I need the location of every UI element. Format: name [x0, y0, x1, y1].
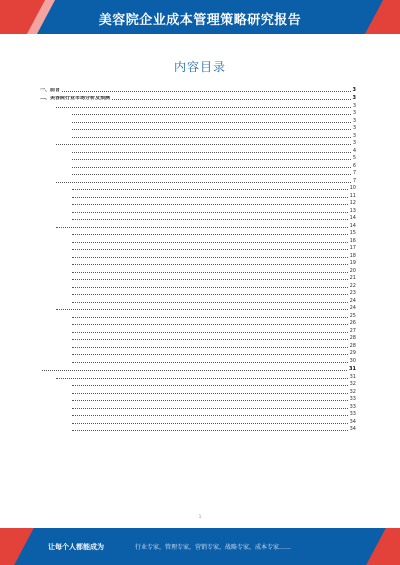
- toc-leader-dots: [72, 212, 348, 213]
- toc-entry-page: 3: [352, 110, 356, 117]
- toc-entry-page: 34: [349, 418, 356, 425]
- toc-leader-dots: [72, 257, 348, 258]
- toc-entry-page: 11: [349, 192, 356, 199]
- toc-entry[interactable]: [40, 131, 356, 139]
- toc-leader-dots: [72, 249, 348, 250]
- toc-leader-dots: [72, 264, 348, 265]
- toc-entry-page: 4: [352, 147, 356, 154]
- toc-entry[interactable]: [40, 161, 356, 169]
- toc-leader-dots: [72, 287, 348, 288]
- toc-entry[interactable]: [40, 139, 356, 147]
- toc-entry-page: 3: [352, 132, 356, 139]
- toc-entry[interactable]: [40, 154, 356, 162]
- toc-leader-dots: [56, 227, 348, 228]
- toc-entry[interactable]: [40, 372, 356, 380]
- toc-leader-dots: [72, 114, 351, 115]
- toc-entry[interactable]: [40, 94, 356, 102]
- toc-leader-dots: [72, 362, 348, 363]
- toc-entry[interactable]: [40, 311, 356, 319]
- toc-entry-page: 3: [352, 86, 356, 93]
- toc-entry-page: 18: [349, 252, 356, 259]
- page-number: 1: [198, 514, 202, 519]
- toc-leader-dots: [72, 415, 348, 416]
- toc-entry-page: 3: [352, 102, 356, 109]
- toc-entry[interactable]: [40, 101, 356, 109]
- toc-entry[interactable]: [40, 199, 356, 207]
- toc-entry[interactable]: [40, 356, 356, 364]
- toc-leader-dots: [72, 317, 348, 318]
- toc-entry[interactable]: [40, 349, 356, 357]
- toc-entry-page: 3: [352, 125, 356, 132]
- toc-entry[interactable]: [40, 266, 356, 274]
- toc-entry-page: 24: [349, 297, 356, 304]
- footer-tagline: 行业专家，管理专家，营销专家，战略专家，成本专家……: [135, 544, 292, 551]
- toc-entry[interactable]: [40, 334, 356, 342]
- toc-leader-dots: [56, 182, 351, 183]
- toc-entry[interactable]: [40, 206, 356, 214]
- toc-entry[interactable]: [40, 109, 356, 117]
- toc-entry[interactable]: [40, 341, 356, 349]
- toc-entry-page: 27: [349, 327, 356, 334]
- toc-leader-dots: [72, 385, 348, 386]
- toc-leader-dots: [72, 393, 348, 394]
- toc-leader-dots: [72, 339, 348, 340]
- toc-leader-dots: [72, 137, 351, 138]
- footer-decoration-right: [366, 528, 400, 565]
- toc-entry[interactable]: [40, 395, 356, 403]
- toc-entry[interactable]: [40, 380, 356, 388]
- toc-leader-dots: [72, 332, 348, 333]
- toc-entry[interactable]: [40, 296, 356, 304]
- toc-leader-dots: [72, 302, 348, 303]
- toc-entry-page: 23: [349, 290, 356, 297]
- toc-entry[interactable]: [40, 251, 356, 259]
- toc-entry[interactable]: [40, 184, 356, 192]
- toc-leader-dots: [72, 204, 348, 205]
- toc-entry-page: 14: [349, 215, 356, 222]
- toc-entry-page: 7: [352, 177, 356, 184]
- toc-leader-dots: [72, 354, 348, 355]
- toc-entry-label: 一、前言: [40, 87, 61, 93]
- footer-slogan: 让每个人都能成为: [48, 543, 104, 551]
- toc-leader-dots: [72, 122, 351, 123]
- toc-entry[interactable]: [40, 402, 356, 410]
- toc-entry-page: 10: [349, 185, 356, 192]
- toc-entry-page: 30: [349, 357, 356, 364]
- toc-entry-page: 25: [349, 312, 356, 319]
- report-title: 美容院企业成本管理策略研究报告: [98, 13, 302, 28]
- toc-entry[interactable]: [40, 289, 356, 297]
- toc-entry-page: 14: [349, 222, 356, 229]
- toc-leader-dots: [72, 167, 351, 168]
- toc-entry[interactable]: [40, 124, 356, 132]
- toc-leader-dots: [72, 174, 351, 175]
- toc-entry-page: 22: [349, 282, 356, 289]
- toc-entry-page: 33: [349, 403, 356, 410]
- toc-leader-dots: [72, 400, 348, 401]
- toc-entry[interactable]: [40, 319, 356, 327]
- toc-entry-page: 6: [352, 162, 356, 169]
- toc-leader-dots: [72, 347, 348, 348]
- toc-entry-page: 29: [349, 350, 356, 357]
- toc-entry[interactable]: [40, 214, 356, 222]
- toc-entry-page: 3: [352, 140, 356, 147]
- toc-entry-page: 34: [349, 426, 356, 433]
- toc-leader-dots: [72, 272, 348, 273]
- toc-entry[interactable]: [40, 387, 356, 395]
- toc-leader-dots: [72, 294, 348, 295]
- toc-entry[interactable]: [40, 191, 356, 199]
- toc-leader-dots: [72, 430, 348, 431]
- toc-leader-dots: [72, 242, 348, 243]
- toc-entry-page: 7: [352, 170, 356, 177]
- toc-entry[interactable]: [40, 146, 356, 154]
- toc-leader-dots: [56, 144, 351, 145]
- toc-entry[interactable]: [40, 425, 356, 433]
- toc-entry-page: 20: [349, 267, 356, 274]
- toc-entry-page: 17: [349, 245, 356, 252]
- toc-entry[interactable]: [40, 85, 356, 93]
- toc-leader-dots: [112, 99, 351, 100]
- toc-entry-page: 32: [349, 381, 356, 388]
- footer-banner: [0, 528, 400, 565]
- toc-entry[interactable]: [40, 304, 356, 312]
- toc-entry[interactable]: [40, 221, 356, 229]
- toc-entry-page: 33: [349, 411, 356, 418]
- toc-leader-dots: [42, 370, 347, 371]
- toc-leader-dots: [72, 279, 348, 280]
- header-banner: [0, 0, 400, 34]
- toc-leader-dots: [72, 219, 348, 220]
- toc-entry[interactable]: [40, 236, 356, 244]
- toc-entry-page: 28: [349, 342, 356, 349]
- toc-entry-page: 33: [349, 396, 356, 403]
- toc-entry-page: 12: [349, 200, 356, 207]
- toc-leader-dots: [56, 309, 348, 310]
- toc-entry[interactable]: [40, 229, 356, 237]
- toc-entry[interactable]: [40, 244, 356, 252]
- toc-entry-page: 24: [349, 305, 356, 312]
- toc-leader-dots: [72, 152, 351, 153]
- toc-entry-page: 31: [349, 366, 356, 373]
- toc-entry-label: 二、美容院行业市场分析及预测: [40, 96, 111, 102]
- toc-entry-page: 32: [349, 388, 356, 395]
- toc-entry[interactable]: [40, 365, 356, 373]
- toc-leader-dots: [62, 91, 351, 92]
- toc-leader-dots: [72, 129, 351, 130]
- toc-entry-page: 15: [349, 230, 356, 237]
- toc-entry[interactable]: [40, 169, 356, 177]
- toc-leader-dots: [72, 408, 348, 409]
- toc-entry[interactable]: [40, 326, 356, 334]
- table-of-contents: [40, 85, 356, 432]
- toc-entry[interactable]: [40, 176, 356, 184]
- footer-decoration-left: [0, 528, 34, 565]
- toc-entry[interactable]: [40, 116, 356, 124]
- toc-leader-dots: [56, 378, 348, 379]
- toc-entry-page: 26: [349, 320, 356, 327]
- toc-leader-dots: [72, 423, 348, 424]
- toc-entry-page: 13: [349, 207, 356, 214]
- toc-entry[interactable]: [40, 410, 356, 418]
- toc-entry[interactable]: [40, 274, 356, 282]
- toc-leader-dots: [72, 159, 351, 160]
- toc-entry-page: 3: [352, 95, 356, 102]
- toc-entry[interactable]: [40, 259, 356, 267]
- toc-entry-page: 16: [349, 237, 356, 244]
- toc-entry-page: 5: [352, 155, 356, 162]
- toc-leader-dots: [56, 107, 351, 108]
- toc-leader-dots: [72, 189, 348, 190]
- toc-leader-dots: [72, 197, 348, 198]
- toc-entry-page: 19: [349, 260, 356, 267]
- toc-entry-page: 28: [349, 335, 356, 342]
- toc-entry[interactable]: [40, 417, 356, 425]
- toc-heading: 内容目录: [173, 60, 226, 74]
- toc-leader-dots: [72, 324, 348, 325]
- toc-entry-page: 21: [349, 275, 356, 282]
- toc-leader-dots: [72, 234, 348, 235]
- toc-entry-page: 3: [352, 117, 356, 124]
- toc-entry[interactable]: [40, 281, 356, 289]
- toc-entry-page: 31: [349, 373, 356, 380]
